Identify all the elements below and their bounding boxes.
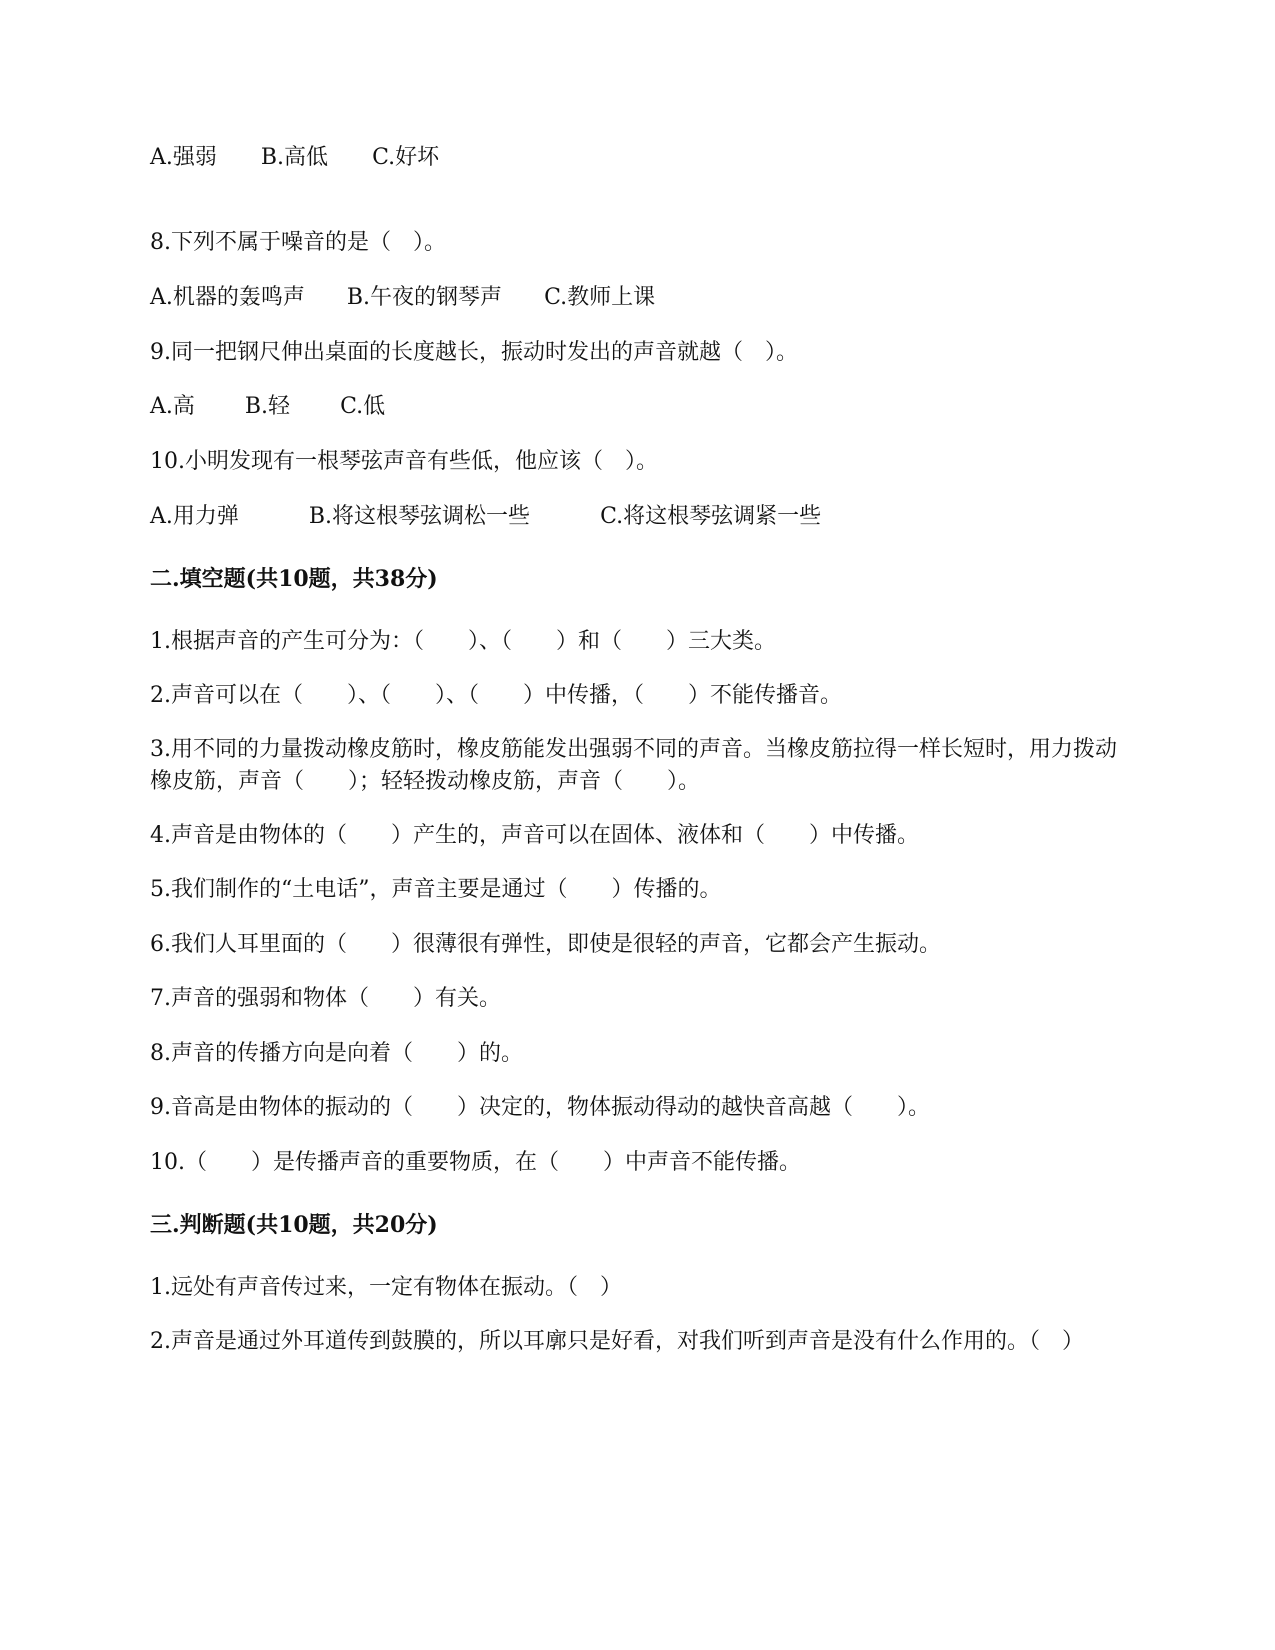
q9-option-a: A.高 [150,394,195,419]
q10-stem: 10.小明发现有一根琴弦声音有些低，他应该（ ）。 [150,449,658,474]
q7-option-c: C.好坏 [372,145,440,170]
q9-options [150,391,385,423]
fill-item-2: 2.声音可以在（ ）、（ ）、（ ）中传播，（ ）不能传播音。 [150,683,842,708]
q7-options [150,142,439,174]
q9-option-c: C.低 [340,394,386,419]
fill-item-8: 8.声音的传播方向是向着（ ）的。 [150,1041,523,1066]
q7-option-a: A.强弱 [150,145,217,170]
judge-item-2: 2.声音是通过外耳道传到鼓膜的，所以耳廓只是好看，对我们听到声音是没有什么作用的。（ ） [150,1329,1084,1354]
q8-option-a: A.机器的轰鸣声 [150,285,305,310]
q7-option-b: B.高低 [260,145,329,170]
q10-option-b: B.将这根琴弦调松一些 [308,504,531,529]
fill-item-1: 1.根据声音的产生可分为：（ ）、（ ）和（ ）三大类。 [150,629,776,654]
fill-item-3: 3.用不同的力量拨动橡皮筋时，橡皮筋能发出强弱不同的声音。当橡皮筋拉得一样长短时，用力拨动橡皮筋，声音（ ）；轻轻拨动橡皮筋，声音（ ）。 [150,737,1117,794]
q8-option-c: C.教师上课 [544,285,656,310]
fill-item-6: 6.我们人耳里面的（ ）很薄很有弹性，即使是很轻的声音，它都会产生振动。 [150,932,941,957]
q9-option-b: B.轻 [244,394,291,419]
q8-stem: 8.下列不属于噪音的是（ ）。 [150,230,446,255]
section3-heading: 三.判断题(共10题，共20分) [150,1212,438,1238]
fill-item-10: 10.（ ）是传播声音的重要物质，在（ ）中声音不能传播。 [150,1150,801,1175]
section2-heading: 二.填空题(共10题，共38分) [150,566,438,592]
fill-item-7: 7.声音的强弱和物体（ ）有关。 [150,986,501,1011]
q8-options [150,282,655,314]
fill-item-9: 9.音高是由物体的振动的（ ）决定的，物体振动得动的越快音高越（ ）。 [150,1095,930,1120]
q10-options [150,501,821,533]
judge-item-1: 1.远处有声音传过来，一定有物体在振动。（ ） [150,1275,622,1300]
q8-option-b: B.午夜的钢琴声 [346,285,503,310]
fill-item-5: 5.我们制作的“土电话”，声音主要是通过（ ）传播的。 [150,877,722,902]
fill-item-4: 4.声音是由物体的（ ）产生的，声音可以在固体、液体和（ ）中传播。 [150,823,919,848]
q10-option-c: C.将这根琴弦调紧一些 [600,504,822,529]
q9-stem: 9.同一把钢尺伸出桌面的长度越长，振动时发出的声音就越（ ）。 [150,340,798,365]
q10-option-a: A.用力弹 [150,504,239,529]
